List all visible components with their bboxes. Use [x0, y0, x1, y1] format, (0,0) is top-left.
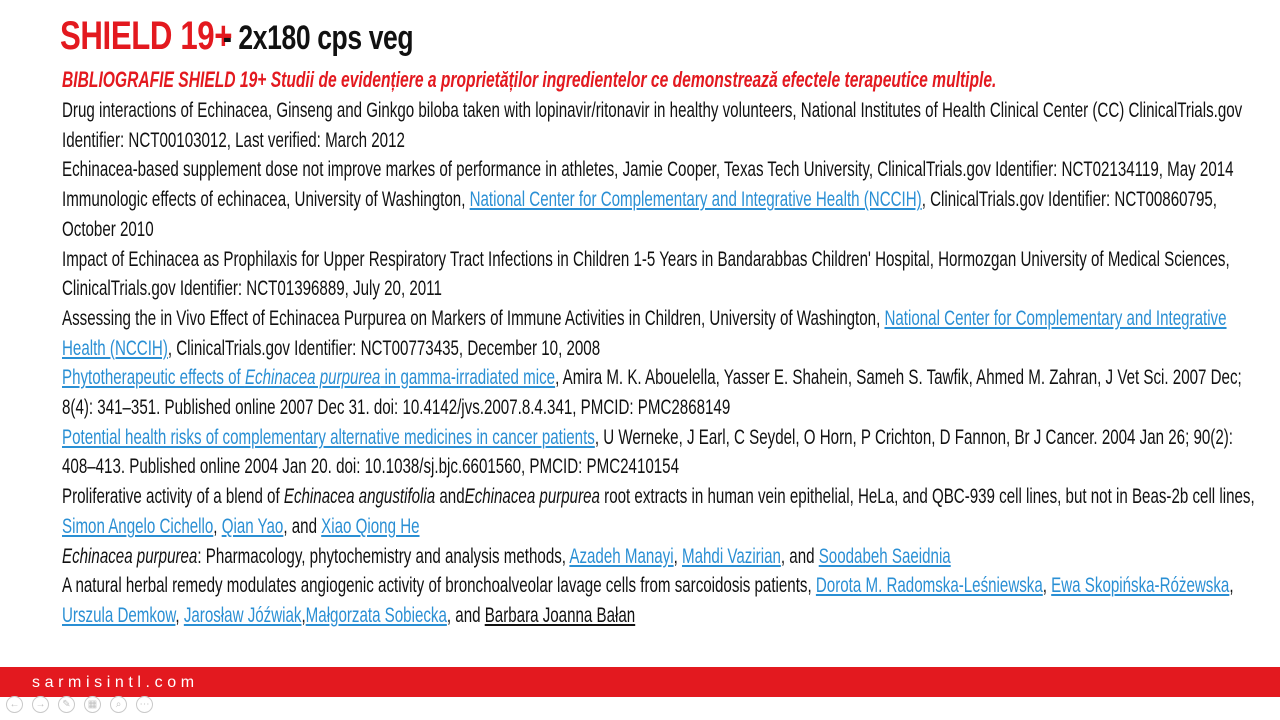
link-text: Phytotherapeutic effects of: [62, 366, 245, 390]
reference-item: [62, 423, 1264, 482]
author-link[interactable]: Dorota M. Radomska-Leśniewska: [815, 574, 1043, 598]
slide-title: [60, 14, 467, 59]
author-link[interactable]: Ewa Skopińska-Różewska: [1051, 574, 1230, 598]
reference-text: Proliferative activity of a blend of: [62, 485, 284, 509]
reference-text: ,: [175, 603, 184, 627]
nccih-link[interactable]: National Center for Complementary and Integrative Health (NCCIH): [469, 188, 922, 212]
prev-icon[interactable]: ←: [6, 696, 23, 713]
reference-item: [62, 571, 1264, 630]
reference-text: root extracts in human vein epithelial, HeLa, and QBC-939 cell lines, but not in Beas-2b cell lines,: [599, 485, 1255, 509]
reference-text: Assessing the in Vivo Effect of Echinacea Purpurea on Markers of Immune Activities in Children, University of Washington,: [62, 306, 885, 330]
nccih-link[interactable]: National Center for Complementary and Integrative Health (NCCIH): [62, 306, 1227, 360]
slides-icon[interactable]: ▦: [84, 696, 101, 713]
reference-text: , and: [780, 544, 819, 568]
reference-text: A natural herbal remedy modulates angiogenic activity of bronchoalveolar lavage cells from sarcoidosis patients,: [62, 574, 816, 598]
author-link[interactable]: Urszula Demkow: [62, 603, 176, 627]
reference-text: , ClinicalTrials.gov Identifier: NCT00860795, October 2010: [62, 188, 1217, 241]
species-name: Echinacea purpurea: [464, 485, 600, 509]
next-icon[interactable]: →: [32, 696, 49, 713]
reference-text: , Amira M. K. Abouelella, Yasser E. Shahein, Sameh S. Tawfik, Ahmed M. Zahran, J Vet Sci. 2007 Dec; 8(4): 341–351. Published online 2007 Dec 31. doi: 10.4142/jvs.2007.8.4.341, PMCID: PMC2868149: [62, 366, 1242, 420]
reference-text: Immunologic effects of echinacea, University of Washington,: [62, 188, 470, 212]
author-link[interactable]: Soodabeh Saeidnia: [818, 544, 951, 568]
reference-item: [62, 304, 1264, 363]
reference-text: ,: [673, 544, 682, 568]
bibliography-heading: BIBLIOGRAFIE SHIELD 19+ Studii de evidențiere a proprietăților ingredientelor ce demonstrează efectele terapeutice multiple.: [62, 67, 997, 92]
author-link[interactable]: Qian Yao: [221, 514, 284, 538]
reference-text: , ClinicalTrials.gov Identifier: NCT00773435, December 10, 2008: [167, 336, 601, 360]
zoom-icon[interactable]: ⌕: [110, 696, 127, 713]
reference-text: and: [435, 485, 465, 509]
product-package: - 2x180 cps veg: [222, 19, 413, 57]
author-link[interactable]: Małgorzata Sobiecka: [305, 603, 447, 627]
author-link[interactable]: Xiao Qiong He: [321, 514, 420, 538]
reference-item: [62, 185, 1264, 244]
reference-item: [62, 363, 1264, 422]
reference-item: [62, 96, 1264, 155]
phytotherapeutic-article-link[interactable]: [62, 366, 555, 389]
health-risks-article-link[interactable]: Potential health risks of complementary alternative medicines in cancer patients: [62, 425, 595, 449]
species-name: Echinacea angustifolia: [283, 485, 436, 509]
species-name: Echinacea purpurea: [62, 544, 198, 568]
reference-text: , U Werneke, J Earl, C Seydel, O Horn, P Crichton, D Fannon, Br J Cancer. 2004 Jan 26; 90(2): 408–413. Published online 2004 Jan 20. doi: 10.1038/sj.bjc.6601560, PMCID: PMC2410154: [62, 425, 1233, 479]
reference-text: , and: [283, 514, 322, 538]
reference-item: [62, 482, 1264, 541]
reference-text: Drug interactions of Echinacea, Ginseng and Ginkgo biloba taken with lopinavir/ritonavir in healthy volunteers, National Institutes of Health Clinical Center (CC) ClinicalTrials.gov Identifier: NCT00103012, Last verified: March 2012: [62, 99, 1243, 152]
reference-item: [62, 155, 1264, 185]
reference-text: ,: [213, 514, 222, 538]
author-link[interactable]: Barbara Joanna Bałan: [484, 603, 636, 627]
link-text: in gamma-irradiated mice: [380, 366, 556, 390]
reference-text: Impact of Echinacea as Prophilaxis for Upper Respiratory Tract Infections in Children 1-5 Years in Bandarabbas Children' Hospital, Hormozgan University of Medical Sciences, ClinicalTrials.gov Identifier: NCT01396889, July 20, 2011: [62, 247, 1230, 301]
reference-item: [62, 245, 1264, 304]
reference-text: : Pharmacology, phytochemistry and analysis methods,: [197, 544, 570, 568]
product-name: SHIELD 19+: [60, 14, 233, 58]
pen-icon[interactable]: ✎: [58, 696, 75, 713]
bibliography-list: [62, 96, 1264, 631]
link-text-italic: Echinacea purpurea: [244, 366, 381, 390]
author-link[interactable]: Mahdi Vazirian: [681, 544, 781, 568]
footer-website: sarmisintl.com: [32, 674, 199, 691]
more-icon[interactable]: ⋯: [136, 696, 153, 713]
reference-text: ,: [1229, 574, 1234, 598]
slideshow-controls: [6, 694, 153, 714]
reference-text: Echinacea-based supplement dose not improve markes of performance in athletes, Jamie Cooper, Texas Tech University, ClinicalTrials.gov Identifier: NCT02134119, May 2014: [62, 158, 1234, 182]
reference-text: , and: [446, 603, 485, 627]
author-link[interactable]: Simon Angelo Cichello: [62, 514, 214, 538]
author-link[interactable]: Azadeh Manayi: [569, 544, 674, 568]
reference-item: [62, 542, 1264, 572]
author-link[interactable]: Jarosław Jóźwiak: [183, 603, 302, 627]
reference-text: ,: [1042, 574, 1052, 598]
reference-text: ,: [301, 603, 306, 627]
